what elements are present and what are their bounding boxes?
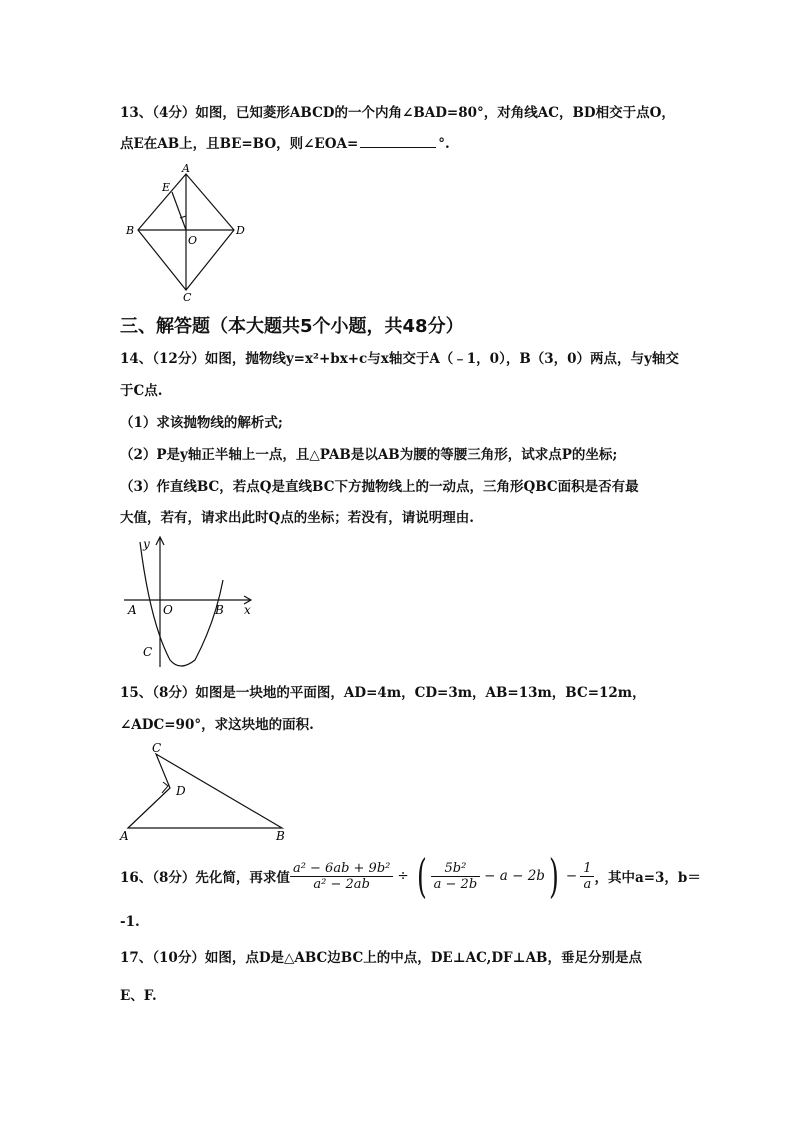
q16-frac3-num: 1: [580, 861, 594, 877]
q16-fraction-1: [290, 861, 393, 892]
q16-frac2-den: a − 2b: [433, 876, 478, 892]
segment-ac: [128, 788, 170, 828]
segment-eo: [172, 192, 186, 230]
q15-line1: 15、（8分）如图是一块地的平面图，AD=4m，CD=3m，AB=13m，BC=12m，: [120, 685, 646, 701]
q16-mid: − a − 2b: [484, 868, 545, 884]
q13-line2-post: °.: [438, 136, 450, 152]
q13-line2: [120, 135, 450, 153]
q14-line2: 于C点.: [120, 383, 163, 399]
q14-sub3a: （3）作直线BC，若点Q是直线BC下方抛物线上的一动点，三角形QBC面积是否有最: [120, 479, 639, 495]
q17-line2: E、F.: [120, 988, 157, 1004]
label-d: D: [176, 784, 186, 798]
q15-land-figure: [116, 740, 296, 845]
q13-answer-blank: [360, 135, 436, 148]
q14-parabola-figure: [120, 532, 270, 672]
q16-pre: 16、（8分）先化简，再求值: [120, 870, 290, 886]
label-y: y: [143, 537, 150, 551]
section-heading: 三、解答题（本大题共5个小题，共48分）: [120, 316, 464, 337]
label-a: A: [120, 829, 129, 843]
q16-post: ，其中a=3，b＝: [594, 870, 701, 886]
label-c: C: [183, 291, 192, 304]
label-c: C: [152, 741, 162, 755]
q14-sub3b: 大值，若有，请求出此时Q点的坐标；若没有，请说明理由.: [120, 510, 474, 526]
q14-line1: 14、（12分）如图，抛物线y=x²+bx+c与x轴交于A（﹣1，0），B（3，0）两点，与y轴交: [120, 351, 679, 367]
q16-line2: -1.: [120, 914, 140, 930]
q15-line2: ∠ADC=90°，求这块地的面积.: [120, 717, 314, 733]
q13-line2-pre: 点E在AB上，且BE=BO，则∠EOA=: [120, 136, 359, 152]
q16-frac2-num: 5b²: [431, 861, 481, 877]
q16-frac1-num: a² − 6ab + 9b²: [290, 861, 393, 877]
label-c: C: [143, 645, 153, 659]
q16-fraction-2: [431, 861, 481, 892]
label-b: B: [126, 224, 135, 237]
label-a: A: [128, 603, 137, 617]
q16-minus: −: [565, 868, 578, 884]
parabola-curve: [140, 542, 223, 666]
q16-frac1-den: a² − 2ab: [313, 876, 370, 892]
q17-line1: 17、（10分）如图，点D是△ABC边BC上的中点，DE⊥AC,DF⊥AB，垂足分别是点: [120, 950, 642, 966]
q13-line1: 13、（4分）如图，已知菱形ABCD的一个内角∠BAD=80°，对角线AC，BD相交于点O，: [120, 105, 675, 121]
q13-rhombus-figure: [120, 160, 260, 305]
q16-frac3-den: a: [583, 876, 592, 892]
q14-sub1: （1）求该抛物线的解析式;: [120, 415, 283, 431]
q14-sub2: （2）P是y轴正半轴上一点，且△PAB是以AB为腰的等腰三角形，试求点P的坐标;: [120, 447, 618, 463]
land-outline: [128, 754, 282, 828]
q16-line1: [120, 849, 701, 903]
label-o: O: [188, 234, 198, 247]
label-x: x: [244, 603, 251, 617]
q16-right-paren: ): [548, 849, 559, 903]
label-b: B: [215, 603, 224, 617]
q16-divide: ÷: [397, 868, 409, 884]
q16-left-paren: (: [416, 849, 427, 903]
q16-fraction-3: [580, 861, 594, 892]
label-b: B: [276, 829, 285, 843]
label-d: D: [236, 224, 245, 237]
label-a: A: [182, 162, 190, 175]
label-e: E: [162, 181, 171, 194]
label-o: O: [163, 603, 173, 617]
